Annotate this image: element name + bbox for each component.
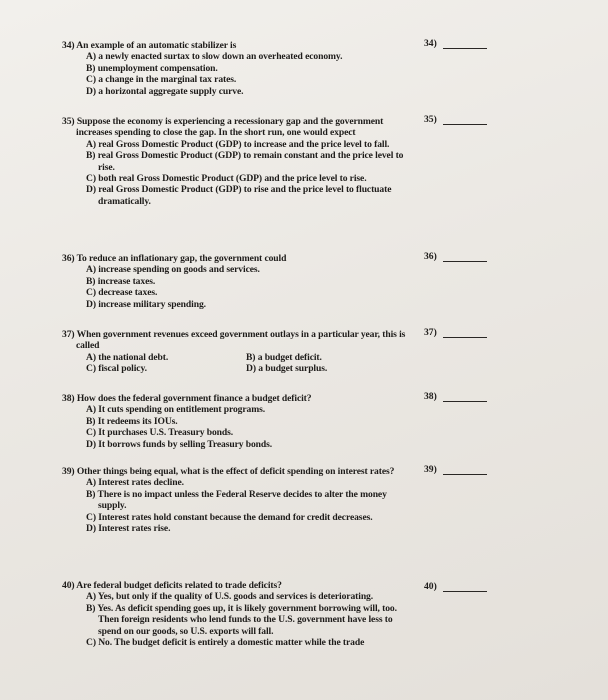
question-text: An example of an automatic stabilizer is bbox=[76, 40, 237, 51]
question-number: 40) bbox=[62, 580, 75, 591]
answer-line bbox=[443, 253, 487, 262]
answer-label: 36) bbox=[424, 251, 437, 262]
question-stem bbox=[62, 580, 412, 591]
answer-line bbox=[443, 40, 487, 49]
question-37 bbox=[62, 329, 412, 375]
question-36 bbox=[62, 253, 412, 310]
option-b: B) There is no impact unless the Federal Reserve decides to alter the money supply. bbox=[86, 488, 387, 512]
answer-label: 35) bbox=[424, 114, 437, 125]
answer-line bbox=[443, 116, 487, 125]
question-number: 37) bbox=[62, 329, 75, 340]
option-a: A) a newly enacted surtax to slow down an overheated economy. bbox=[86, 51, 343, 63]
option-list bbox=[62, 404, 412, 450]
answer-line bbox=[443, 583, 487, 592]
option-b: B) a budget deficit. bbox=[246, 351, 322, 363]
option-d: D) a horizontal aggregate supply curve. bbox=[86, 85, 244, 97]
option-b: B) real Gross Domestic Product (GDP) to remain constant and the price level to rise. bbox=[86, 150, 404, 173]
option-d: D) increase military spending. bbox=[86, 298, 206, 310]
answer-label: 38) bbox=[424, 391, 437, 402]
answer-blank-39 bbox=[424, 464, 494, 475]
question-number: 34) bbox=[62, 40, 75, 51]
question-text: Are federal budget deficits related to trade deficits? bbox=[76, 580, 282, 591]
option-list bbox=[62, 591, 412, 648]
option-b: B) unemployment compensation. bbox=[86, 62, 218, 74]
option-d: D) a budget surplus. bbox=[246, 363, 328, 375]
question-35 bbox=[62, 116, 412, 207]
question-number: 35) bbox=[62, 116, 75, 127]
question-number: 38) bbox=[62, 393, 75, 404]
question-39 bbox=[62, 466, 412, 534]
answer-blank-35 bbox=[424, 114, 494, 125]
question-text: How does the federal government finance a budget deficit? bbox=[76, 393, 312, 404]
option-grid bbox=[62, 352, 412, 375]
question-40 bbox=[62, 580, 412, 648]
question-stem bbox=[62, 329, 412, 352]
answer-label: 39) bbox=[424, 464, 437, 475]
question-number: 39) bbox=[62, 466, 75, 477]
answer-line bbox=[443, 466, 487, 475]
option-b: B) It redeems its IOUs. bbox=[86, 415, 178, 427]
answer-label: 34) bbox=[424, 38, 437, 49]
option-list bbox=[62, 139, 412, 207]
question-stem bbox=[62, 393, 412, 404]
answer-label: 37) bbox=[424, 327, 437, 338]
option-b: B) increase taxes. bbox=[86, 275, 156, 287]
option-a: A) the national debt. bbox=[86, 351, 169, 363]
option-list bbox=[62, 51, 412, 97]
option-d: D) Interest rates rise. bbox=[86, 523, 171, 535]
option-c: C) fiscal policy. bbox=[86, 363, 147, 375]
option-list bbox=[62, 264, 412, 310]
question-stem bbox=[62, 253, 412, 264]
option-a: A) increase spending on goods and services. bbox=[86, 264, 260, 276]
option-c: C) No. The budget deficit is entirely a domestic matter while the trade bbox=[86, 637, 365, 649]
question-34 bbox=[62, 40, 412, 97]
option-c: C) It purchases U.S. Treasury bonds. bbox=[86, 427, 234, 439]
question-38 bbox=[62, 393, 412, 450]
question-text: Other things being equal, what is the effect of deficit spending on interest rates? bbox=[76, 466, 395, 477]
question-stem bbox=[62, 116, 412, 139]
option-b: B) Yes. As deficit spending goes up, it is likely government borrowing will, too. Then foreign residents who lend funds to the U.S. government have less to spend on our goods, so U.S. exports will fall. bbox=[86, 602, 397, 637]
answer-blank-38 bbox=[424, 391, 494, 402]
option-a: A) real Gross Domestic Product (GDP) to increase and the price level to fall. bbox=[86, 138, 390, 150]
option-list bbox=[62, 477, 412, 534]
option-d: D) It borrows funds by selling Treasury bonds. bbox=[86, 438, 273, 450]
answer-line bbox=[443, 329, 487, 338]
option-c: C) Interest rates hold constant because the demand for credit decreases. bbox=[86, 511, 373, 523]
answer-line bbox=[443, 393, 487, 402]
option-d: D) real Gross Domestic Product (GDP) to rise and the price level to fluctuate dramatically. bbox=[86, 184, 392, 207]
question-text: To reduce an inflationary gap, the government could bbox=[76, 253, 287, 264]
answer-blank-34 bbox=[424, 38, 494, 49]
option-a: A) It cuts spending on entitlement programs. bbox=[86, 404, 266, 416]
question-text: When government revenues exceed government outlays in a particular year, this is called bbox=[76, 329, 406, 352]
question-text: Suppose the economy is experiencing a recessionary gap and the government increases spending to close the gap. In the short run, one would expect bbox=[76, 116, 384, 139]
option-c: C) a change in the marginal tax rates. bbox=[86, 74, 237, 86]
answer-blank-37 bbox=[424, 327, 494, 338]
option-a: A) Yes, but only if the quality of U.S. goods and services is deteriorating. bbox=[86, 591, 374, 603]
answer-label: 40) bbox=[424, 581, 437, 592]
option-a: A) Interest rates decline. bbox=[86, 477, 184, 489]
option-c: C) decrease taxes. bbox=[86, 287, 158, 299]
question-stem bbox=[62, 40, 412, 51]
option-c: C) both real Gross Domestic Product (GDP) and the price level to rise. bbox=[86, 173, 367, 185]
question-stem bbox=[62, 466, 412, 477]
question-number: 36) bbox=[62, 253, 75, 264]
answer-blank-40 bbox=[424, 581, 494, 592]
answer-blank-36 bbox=[424, 251, 494, 262]
